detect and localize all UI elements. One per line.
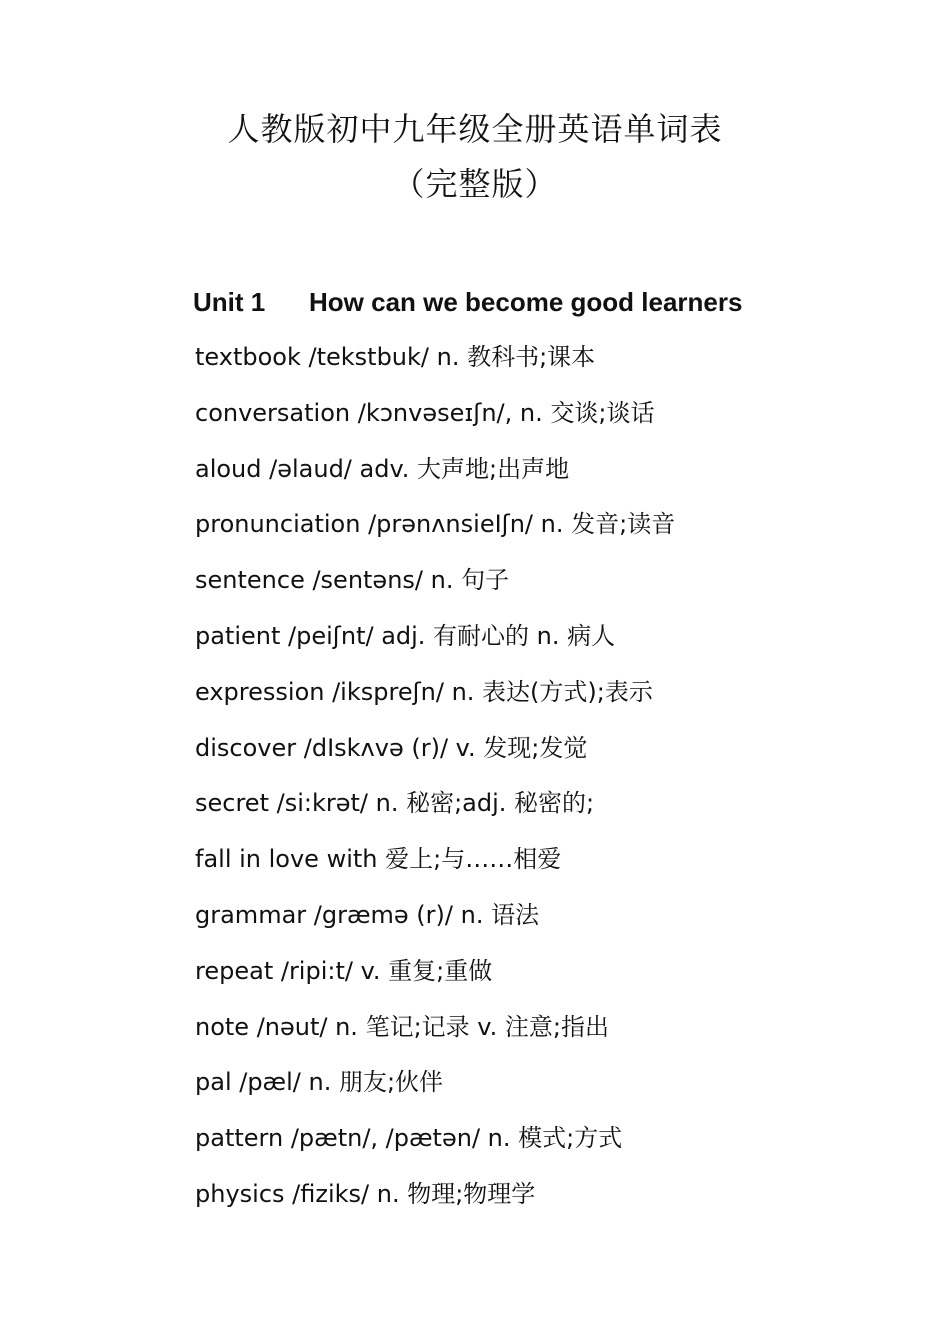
vocab-entry: fall in love with 爱上;与……相爱 [195, 845, 562, 874]
vocab-entry: physics /fiziks/ n. 物理;物理学 [195, 1179, 536, 1208]
vocab-entry: secret /si:krət/ n. 秘密;adj. 秘密的; [195, 789, 595, 818]
vocab-entry: conversation /kɔnvəseɪʃn/, n. 交谈;谈话 [195, 398, 655, 427]
vocab-entry: repeat /ripi:t/ v. 重复;重做 [195, 956, 493, 985]
unit-number: Unit 1 [193, 287, 266, 317]
vocab-entry: grammar /græmə (r)/ n. 语法 [195, 900, 540, 929]
vocab-entry: textbook /tekstbuk/ n. 教科书;课本 [195, 343, 596, 371]
unit-name: How can we become good learners [309, 287, 743, 317]
document-subtitle: （完整版） [392, 165, 558, 203]
vocab-entry: sentence /sentəns/ n. 句子 [195, 566, 510, 595]
vocab-entry: pal /pæl/ n. 朋友;伙伴 [195, 1068, 444, 1097]
vocab-entry: discover /dIskʌvə (r)/ v. 发现;发觉 [195, 733, 588, 762]
vocab-entry: pronunciation /prənʌnsieIʃn/ n. 发音;读音 [195, 510, 676, 539]
vocabulary-list [195, 340, 915, 1233]
vocab-entry: aloud /əlaud/ adv. 大声地;出声地 [195, 454, 570, 483]
vocab-entry: patient /peiʃnt/ adj. 有耐心的 n. 病人 [195, 621, 616, 650]
vocab-entry: note /nəut/ n. 笔记;记录 v. 注意;指出 [195, 1012, 609, 1041]
vocab-entry: expression /ikspreʃn/ n. 表达(方式);表示 [195, 677, 653, 706]
document-title: 人教版初中九年级全册英语单词表 [227, 110, 723, 148]
unit-heading [193, 287, 742, 317]
vocab-entry: pattern /pætn/, /pætən/ n. 模式;方式 [195, 1124, 623, 1153]
